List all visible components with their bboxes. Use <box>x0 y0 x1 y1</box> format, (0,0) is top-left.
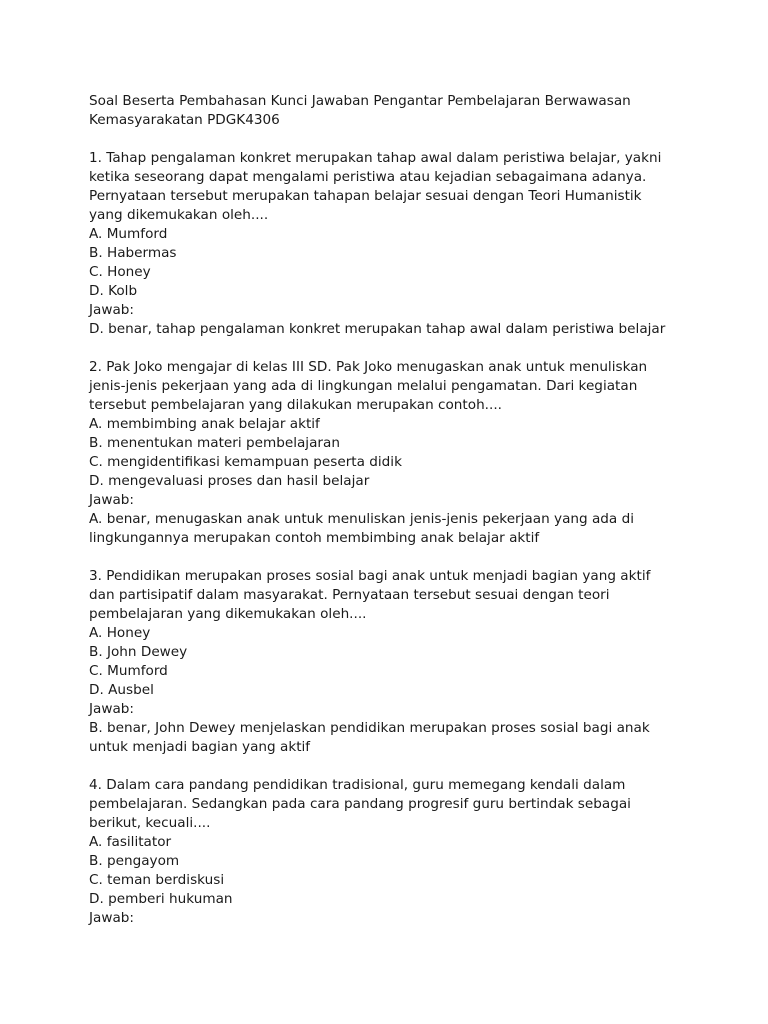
question-stem-line: tersebut pembelajaran yang dilakukan merupakan contoh.... <box>89 397 502 413</box>
answer-line: lingkungannya merupakan contoh membimbing anak belajar aktif <box>89 530 540 546</box>
option-b: B. menentukan materi pembelajaran <box>89 435 340 451</box>
option-d: D. Ausbel <box>89 682 154 698</box>
question-stem-line: yang dikemukakan oleh.... <box>89 207 269 223</box>
option-b: B. John Dewey <box>89 644 188 660</box>
question-stem-line: ketika seseorang dapat mengalami peristiwa atau kejadian sebagaimana adanya. <box>89 169 647 185</box>
question-stem-line: 1. Tahap pengalaman konkret merupakan tahap awal dalam peristiwa belajar, yakni <box>89 150 662 166</box>
question-4 <box>89 776 709 928</box>
answer-line: A. benar, menugaskan anak untuk menuliskan jenis-jenis pekerjaan yang ada di <box>89 511 634 527</box>
option-b: B. pengayom <box>89 853 180 869</box>
option-a: A. fasilitator <box>89 834 172 850</box>
option-a: A. Honey <box>89 625 151 641</box>
option-d: D. mengevaluasi proses dan hasil belajar <box>89 473 370 489</box>
option-d: D. Kolb <box>89 283 138 299</box>
option-c: C. mengidentifikasi kemampuan peserta didik <box>89 454 402 470</box>
question-stem-line: Pernyataan tersebut merupakan tahapan belajar sesuai dengan Teori Humanistik <box>89 188 642 204</box>
title-line: Soal Beserta Pembahasan Kunci Jawaban Pengantar Pembelajaran Berwawasan <box>89 93 631 109</box>
answer-label: Jawab: <box>89 492 134 508</box>
question-stem-line: dan partisipatif dalam masyarakat. Pernyataan tersebut sesuai dengan teori <box>89 587 610 603</box>
option-a: A. membimbing anak belajar aktif <box>89 416 320 432</box>
document-title <box>89 92 709 130</box>
answer-label: Jawab: <box>89 910 134 926</box>
option-c: C. Mumford <box>89 663 168 679</box>
answer-line: untuk menjadi bagian yang aktif <box>89 739 311 755</box>
question-stem-line: pembelajaran yang dikemukakan oleh.... <box>89 606 367 622</box>
question-stem-line: 2. Pak Joko mengajar di kelas III SD. Pak Joko menugaskan anak untuk menuliskan <box>89 359 648 375</box>
question-3 <box>89 567 709 757</box>
option-b: B. Habermas <box>89 245 177 261</box>
document-page <box>89 92 709 928</box>
question-1 <box>89 149 709 339</box>
option-c: C. teman berdiskusi <box>89 872 225 888</box>
answer-label: Jawab: <box>89 302 134 318</box>
question-stem-line: jenis-jenis pekerjaan yang ada di lingkungan melalui pengamatan. Dari kegiatan <box>89 378 638 394</box>
answer-label: Jawab: <box>89 701 134 717</box>
option-c: C. Honey <box>89 264 151 280</box>
question-stem-line: berikut, kecuali.... <box>89 815 211 831</box>
answer-line: D. benar, tahap pengalaman konkret merupakan tahap awal dalam peristiwa belajar <box>89 321 666 337</box>
question-stem-line: 4. Dalam cara pandang pendidikan tradisional, guru memegang kendali dalam <box>89 777 626 793</box>
option-a: A. Mumford <box>89 226 168 242</box>
question-stem-line: 3. Pendidikan merupakan proses sosial bagi anak untuk menjadi bagian yang aktif <box>89 568 651 584</box>
question-2 <box>89 358 709 548</box>
option-d: D. pemberi hukuman <box>89 891 233 907</box>
answer-line: B. benar, John Dewey menjelaskan pendidikan merupakan proses sosial bagi anak <box>89 720 650 736</box>
question-stem-line: pembelajaran. Sedangkan pada cara pandang progresif guru bertindak sebagai <box>89 796 631 812</box>
title-line: Kemasyarakatan PDGK4306 <box>89 112 280 128</box>
